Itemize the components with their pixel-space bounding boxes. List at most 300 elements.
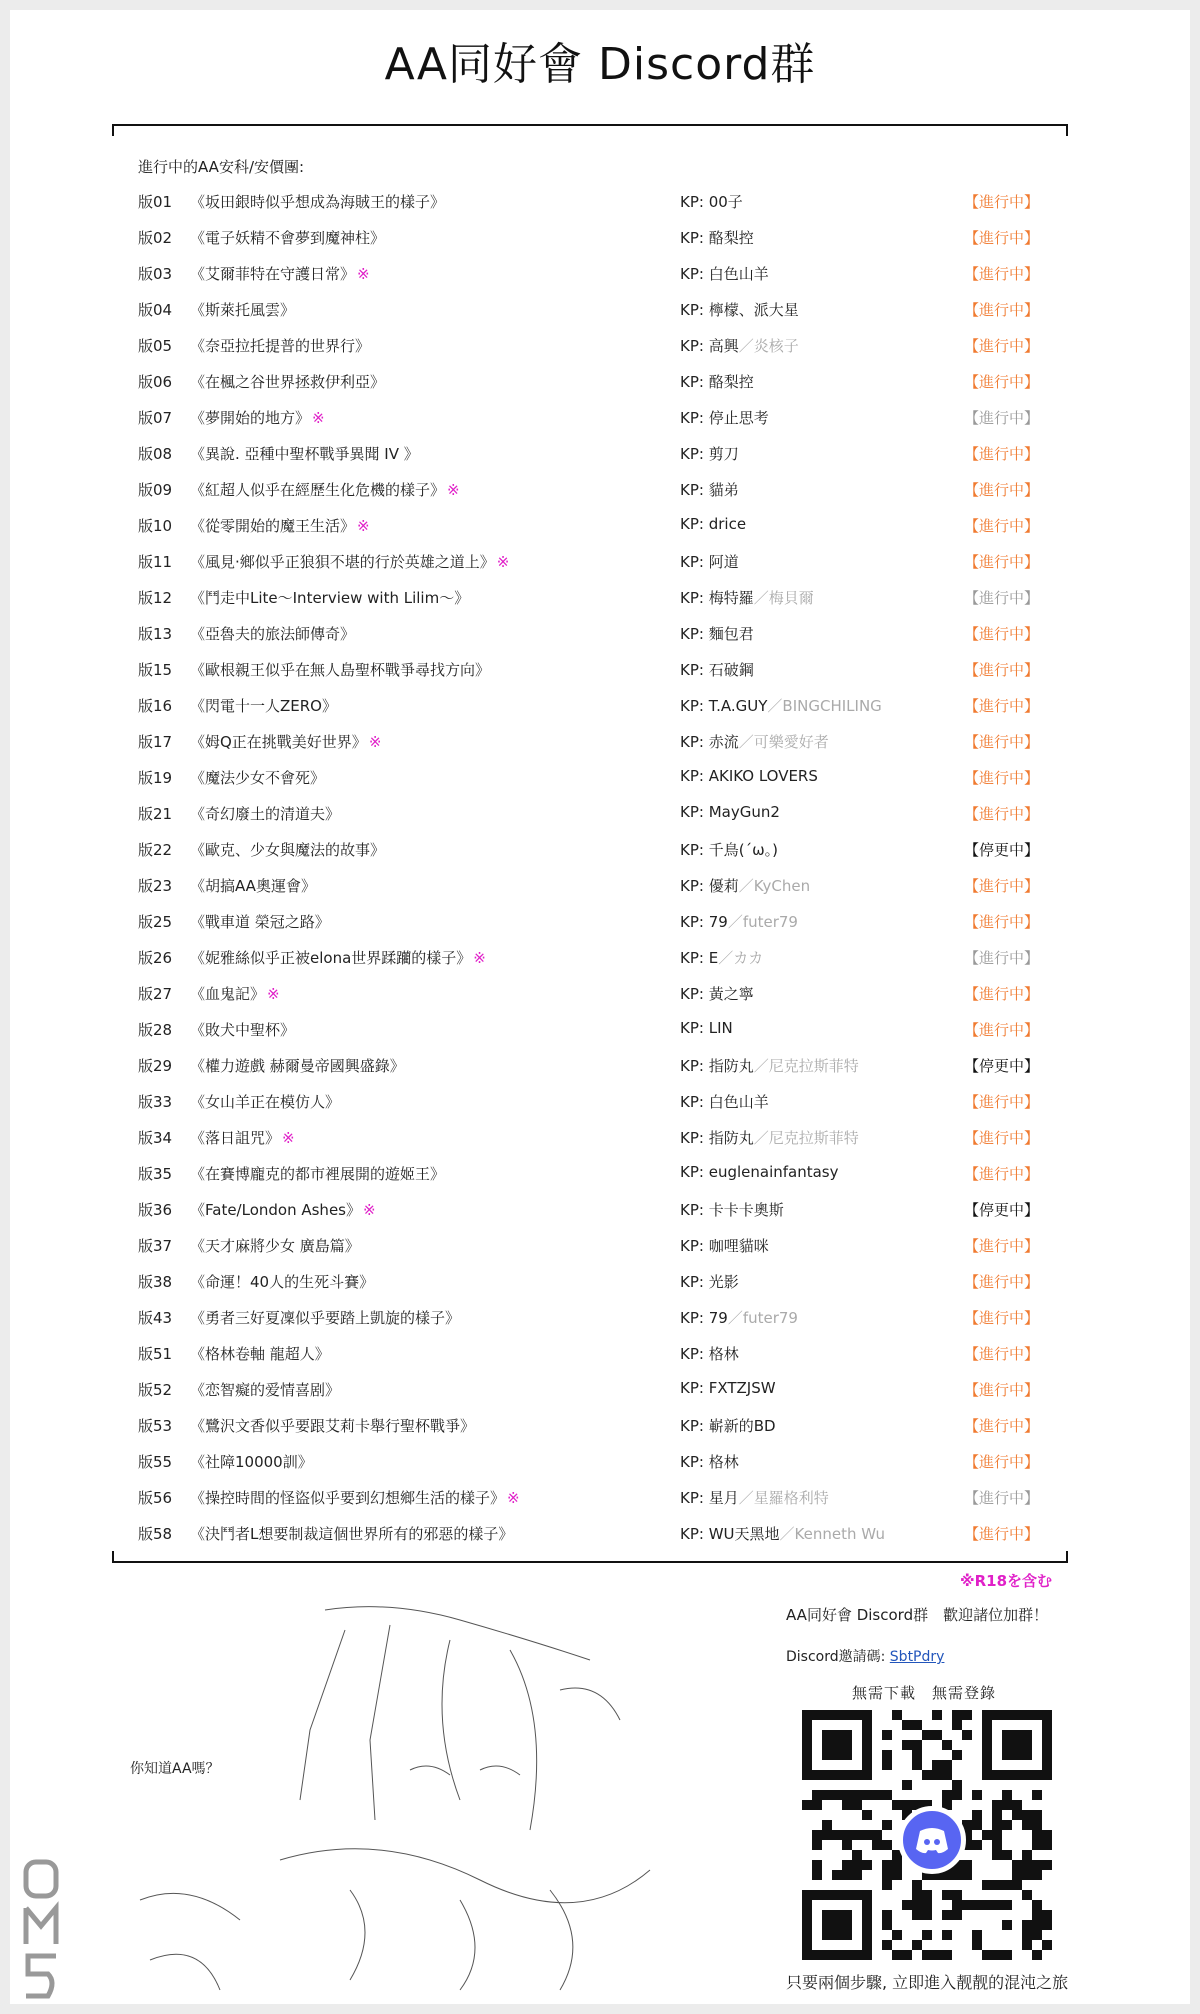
status-badge: 【進行中】 [964,229,1040,247]
project-row [138,578,1058,614]
kp-cell [680,803,780,821]
kp-prefix: KP: [680,1129,704,1147]
project-title[interactable] [190,1415,475,1436]
project-title[interactable] [190,875,316,896]
no-download-note: 無需下載 無需登錄 [852,1684,997,1702]
r18-note: ※R18を含む [960,1572,1053,1590]
project-title[interactable] [190,695,337,716]
footer-text: 只要兩個步驟, 立即進入靓靓的混沌之旅 [786,1973,1069,1992]
project-title[interactable] [190,1055,405,1076]
r18-mark: ※ [357,517,370,535]
kp-cell [680,911,798,932]
kp-prefix: KP: [680,553,704,571]
project-title-text: 《坂田銀時似乎想成為海賊王的樣子》 [190,193,446,211]
kp-name: LIN [708,1019,733,1037]
kp-name: 高興 [708,337,739,355]
kp-separator: ／ [718,949,734,967]
art-stroke [550,1890,573,1990]
kp-prefix: KP: [680,1273,704,1291]
kp-name: 酪梨控 [708,373,754,391]
project-row [138,722,1058,758]
project-row [138,794,1058,830]
r18-mark: ※ [282,1129,295,1147]
project-title[interactable] [190,1487,520,1508]
kp-prefix: KP: [680,1453,704,1471]
status-badge: 【進行中】 [964,517,1040,535]
board-id: 版04 [138,301,173,319]
project-title[interactable] [190,371,385,392]
status-badge: 【進行中】 [964,769,1040,787]
project-title-text: 《社障10000訓》 [190,1453,313,1471]
board-id: 版38 [138,1273,173,1291]
project-title-text: 《操控時間的怪盜似乎要到幻想鄉生活的樣子》 [190,1489,506,1507]
project-row [138,1082,1058,1118]
board-id: 版53 [138,1417,173,1435]
kp-name: 優莉 [708,877,739,895]
kp-name: 麵包君 [708,625,754,643]
project-title[interactable] [190,1127,295,1148]
status-badge: 【進行中】 [964,697,1040,715]
project-title[interactable] [190,587,469,608]
project-row [138,1406,1058,1442]
kp-prefix: KP: [680,1237,704,1255]
board-id: 版03 [138,265,173,283]
project-row [138,434,1058,470]
kp-name: 79 [708,913,728,931]
project-title-text: 《從零開始的魔王生活》 [190,517,356,535]
kp-cell [680,731,829,752]
board-id: 版29 [138,1057,173,1075]
kp-cell [680,479,739,500]
r18-mark: ※ [473,949,486,967]
kp-cell [680,983,754,1004]
kp-alt-name: KyChen [753,877,811,895]
project-title[interactable] [190,191,445,212]
kp-cell [680,551,739,572]
discord-logo-icon [898,1806,966,1874]
art-stroke [460,1900,475,1990]
project-row [138,290,1058,326]
kp-prefix: KP: [680,265,704,283]
kp-cell [680,875,810,896]
project-title-text: 《異說. 亞種中聖杯戰爭異聞 IV 》 [190,445,419,463]
kp-name: 千鳥(´ω。) [708,841,778,859]
kp-cell [680,1343,739,1364]
project-title-text: 《奇幻廢土的清道夫》 [190,805,341,823]
project-title-text: 《艾爾菲特在守護日常》 [190,265,356,283]
project-title-text: 《歐根親王似乎在無人島聖杯戰爭尋找方向》 [190,661,491,679]
art-stroke [442,1640,460,1800]
kp-prefix: KP: [680,337,704,355]
project-title[interactable] [190,839,385,860]
kp-separator: ／ [727,1309,743,1327]
project-title-text: 《胡搞AA奧運會》 [190,877,316,895]
project-row [138,1370,1058,1406]
project-title[interactable] [190,1451,313,1472]
project-title[interactable] [190,1523,513,1544]
board-id: 版01 [138,193,173,211]
kp-name: 白色山羊 [708,265,769,283]
board-id: 版15 [138,661,173,679]
board-id: 版58 [138,1525,173,1543]
kp-cell [680,659,754,680]
status-badge: 【進行中】 [964,1093,1040,1111]
project-title[interactable] [190,803,340,824]
kp-alt-name: カカ [733,949,764,967]
r18-mark: ※ [267,985,280,1003]
kp-alt-name: BINGCHILING [782,697,882,715]
project-row [138,1442,1058,1478]
kp-name: 嶄新的BD [708,1417,776,1435]
kp-prefix: KP: [680,589,704,607]
project-title[interactable] [190,911,330,932]
kp-cell [680,1199,784,1220]
board-id: 版21 [138,805,173,823]
art-stroke [510,1650,537,1830]
status-badge: 【進行中】 [964,949,1040,967]
kp-separator: ／ [753,589,769,607]
kp-cell [680,515,746,533]
status-badge: 【進行中】 [964,805,1040,823]
project-title[interactable] [190,659,490,680]
project-row [138,506,1058,542]
status-badge: 【停更中】 [964,1057,1040,1075]
project-title[interactable] [190,227,385,248]
board-id: 版06 [138,373,173,391]
project-row [138,614,1058,650]
project-row [138,1190,1058,1226]
kp-cell [680,623,754,644]
kp-prefix: KP: [680,1201,704,1219]
status-badge: 【進行中】 [964,1237,1040,1255]
kp-alt-name: futer79 [742,1309,798,1327]
project-title-text: 《姆Q正在挑戰美好世界》 [190,733,367,751]
kp-name: AKIKO LOVERS [708,767,818,785]
project-title[interactable] [190,983,280,1004]
kp-prefix: KP: [680,373,704,391]
board-id: 版52 [138,1381,173,1399]
project-row [138,1334,1058,1370]
project-title[interactable] [190,551,509,572]
project-title-text: 《格林卷軸 龍超人》 [190,1345,330,1363]
board-id: 版37 [138,1237,173,1255]
status-badge: 【進行中】 [964,265,1040,283]
project-row [138,1118,1058,1154]
kp-prefix: KP: [680,985,704,1003]
status-badge: 【進行中】 [964,589,1040,607]
r18-mark: ※ [362,1201,376,1219]
kp-name: MayGun2 [708,803,780,821]
kp-cell [680,1271,739,1292]
kp-name: drice [708,515,747,533]
art-caption: 你知道AA嗎？ [130,1761,220,1777]
project-title-text: 《天才麻將少女 廣島篇》 [190,1237,360,1255]
kp-cell [680,443,739,464]
board-id: 版34 [138,1129,173,1147]
project-row [138,1154,1058,1190]
qr-code-icon[interactable] [802,1710,1052,1960]
invite-code-link[interactable]: SbtPdry [889,1649,945,1665]
kp-prefix: KP: [680,1057,704,1075]
project-title-text: 《權力遊戲 赫爾曼帝國興盛錄》 [190,1057,405,1075]
project-title-text: 《魔法少女不會死》 [190,769,326,787]
project-title[interactable] [190,299,295,320]
kp-prefix: KP: [680,445,704,463]
status-badge: 【進行中】 [964,913,1040,931]
kp-prefix: KP: [680,1309,704,1327]
art-stroke [150,1954,220,1990]
kp-cell [680,1379,776,1397]
project-title-text: 《女山羊正在模仿人》 [190,1093,341,1111]
kp-separator: ／ [767,697,783,715]
project-row [138,254,1058,290]
project-title[interactable] [190,731,381,752]
kp-prefix: KP: [680,1489,704,1507]
project-title-text: 《落日詛咒》 [190,1129,281,1147]
status-badge: 【進行中】 [964,1273,1040,1291]
kp-cell [680,947,763,968]
project-title-text: 《Fate/London Ashes》 [190,1201,361,1219]
invite-title: AA同好會 Discord群 歡迎諸位加群！ [786,1606,1049,1624]
project-title-text: 《亞魯夫的旅法師傳奇》 [190,625,356,643]
kp-cell [680,299,799,320]
kp-name: euglenainfantasy [708,1163,839,1181]
project-title-text: 《妮雅絲似乎正被elona世界蹂躪的樣子》 [190,949,472,967]
art-stroke [410,1766,450,1775]
project-title-text: 《鬥走中Lite～Interview with Lilim～》 [190,589,470,607]
art-stroke [370,1625,390,1820]
project-title[interactable] [190,767,325,788]
project-title-text: 《鷺沢文香似乎要跟艾莉卡舉行聖杯戰爭》 [190,1417,476,1435]
status-badge: 【進行中】 [964,661,1040,679]
board-id: 版27 [138,985,173,1003]
project-title-text: 《閃電十一人ZERO》 [190,697,337,715]
project-row [138,1226,1058,1262]
project-row [138,650,1058,686]
kp-prefix: KP: [680,949,704,967]
kp-name: 黃之寧 [708,985,754,1003]
kp-prefix: KP: [680,913,704,931]
project-title[interactable] [190,515,370,536]
kp-separator: ／ [738,733,754,751]
art-stroke [280,1849,650,1903]
dm5-watermark-icon [18,1856,64,2006]
project-title[interactable] [190,263,370,284]
kp-prefix: KP: [680,803,704,821]
project-title[interactable] [190,407,325,428]
project-title-text: 《血鬼記》 [190,985,266,1003]
project-title-text: 《在楓之谷世界拯救伊利亞》 [190,373,386,391]
status-badge: 【進行中】 [964,1021,1040,1039]
art-stroke [140,1893,240,1920]
project-title-text: 《命運！40人的生死斗賽》 [190,1273,375,1291]
project-title[interactable] [190,1091,340,1112]
project-title-text: 《勇者三好夏凜似乎要踏上凱旋的樣子》 [190,1309,461,1327]
board-id: 版07 [138,409,173,427]
project-title-text: 《斯萊托風雲》 [190,301,296,319]
project-title[interactable] [190,1019,295,1040]
kp-name: 咖哩貓咪 [708,1237,769,1255]
box-corner [1066,1551,1068,1561]
board-id: 版56 [138,1489,173,1507]
project-title[interactable] [190,1379,340,1400]
kp-prefix: KP: [680,515,704,533]
kp-prefix: KP: [680,409,704,427]
board-id: 版16 [138,697,173,715]
list-heading: 進行中的AA安科/安價團: [138,158,305,176]
kp-prefix: KP: [680,1019,704,1037]
status-badge: 【進行中】 [964,1453,1040,1471]
board-id: 版36 [138,1201,173,1219]
project-title[interactable] [190,947,486,968]
project-row [138,362,1058,398]
kp-cell [680,227,754,248]
status-badge: 【進行中】 [964,373,1040,391]
kp-cell [680,1235,769,1256]
status-badge: 【進行中】 [964,1165,1040,1183]
kp-name: 格林 [708,1453,739,1471]
status-badge: 【進行中】 [964,1525,1040,1543]
project-row [138,326,1058,362]
kp-name: T.A.GUY [708,697,768,715]
board-id: 版26 [138,949,173,967]
project-row [138,398,1058,434]
project-title-text: 《奈亞拉托提普的世界行》 [190,337,371,355]
project-title[interactable] [190,479,460,500]
kp-name: 貓弟 [708,481,739,499]
project-title-text: 《電子妖精不會夢到魔神柱》 [190,229,386,247]
kp-cell [680,407,769,428]
board-id: 版17 [138,733,173,751]
status-badge: 【進行中】 [964,337,1040,355]
board-id: 版12 [138,589,173,607]
board-id: 版25 [138,913,173,931]
status-badge: 【進行中】 [964,553,1040,571]
kp-prefix: KP: [680,625,704,643]
project-title-text: 《恋智癡的爱情喜剧》 [190,1381,341,1399]
project-row [138,182,1058,218]
kp-cell [680,263,769,284]
kp-name: 石破鋼 [708,661,754,679]
board-id: 版23 [138,877,173,895]
kp-separator: ／ [738,337,754,355]
project-title-text: 《戰車道 榮冠之路》 [190,913,330,931]
project-row [138,758,1058,794]
project-row [138,542,1058,578]
box-corner [112,1551,114,1561]
kp-prefix: KP: [680,1093,704,1111]
project-list-box [112,124,1068,1563]
kp-cell [680,1163,839,1181]
kp-alt-name: 梅貝爾 [768,589,814,607]
kp-name: 卡卡卡奧斯 [708,1201,784,1219]
project-row [138,1262,1058,1298]
kp-name: 星月 [708,1489,739,1507]
project-title[interactable] [190,443,419,464]
status-badge: 【進行中】 [964,1381,1040,1399]
status-badge: 【進行中】 [964,1129,1040,1147]
r18-mark: ※ [496,553,510,571]
project-row [138,1046,1058,1082]
board-id: 版08 [138,445,173,463]
kp-name: 酪梨控 [708,229,754,247]
invite-code-label: Discord邀請碼: [786,1649,890,1665]
kp-name: E [708,949,719,967]
kp-cell [680,1091,769,1112]
project-rows [138,182,1058,1550]
project-title[interactable] [190,1199,376,1220]
kp-separator: ／ [738,1489,754,1507]
project-title[interactable] [190,335,370,356]
project-title-text: 《風見‧鄉似乎正狼狽不堪的行於英雄之道上》 [190,553,495,571]
kp-cell [680,335,799,356]
project-title[interactable] [190,623,355,644]
kp-name: WU天黑地 [708,1525,780,1543]
kp-cell [680,1019,733,1037]
art-stroke [560,1688,620,1720]
board-id: 版19 [138,769,173,787]
project-title[interactable] [190,1235,360,1256]
status-badge: 【進行中】 [964,877,1040,895]
kp-cell [680,371,754,392]
kp-separator: ／ [738,877,754,895]
kp-separator: ／ [753,1057,769,1075]
kp-cell [680,1523,885,1544]
kp-prefix: KP: [680,1379,704,1397]
status-badge: 【進行中】 [964,1489,1040,1507]
project-title[interactable] [190,1271,374,1292]
kp-prefix: KP: [680,1345,704,1363]
kp-name: 剪刀 [708,445,739,463]
r18-mark: ※ [368,733,382,751]
kp-cell [680,839,778,860]
kp-name: 格林 [708,1345,739,1363]
kp-name: 00子 [708,193,743,211]
status-badge: 【進行中】 [964,1309,1040,1327]
project-row [138,470,1058,506]
kp-alt-name: 可樂愛好者 [753,733,829,751]
board-id: 版22 [138,841,173,859]
kp-alt-name: 尼克拉斯菲特 [768,1129,859,1147]
project-title[interactable] [190,1343,330,1364]
art-stroke [300,1630,345,1800]
page-sheet [10,10,1190,2004]
kp-prefix: KP: [680,481,704,499]
board-id: 版10 [138,517,173,535]
kp-name: 指防丸 [708,1057,754,1075]
kp-separator: ／ [753,1129,769,1147]
kp-name: 停止思考 [708,409,769,427]
kp-cell [680,587,814,608]
kp-name: 光影 [708,1273,739,1291]
kp-name: 阿道 [708,553,739,571]
kp-prefix: KP: [680,733,704,751]
project-row [138,830,1058,866]
project-title[interactable] [190,1307,460,1328]
status-badge: 【進行中】 [964,985,1040,1003]
board-id: 版55 [138,1453,173,1471]
kp-cell [680,1451,739,1472]
project-title-text: 《決鬥者L想要制裁這個世界所有的邪惡的樣子》 [190,1525,514,1543]
project-row [138,938,1058,974]
kp-prefix: KP: [680,767,704,785]
project-title-text: 《敗犬中聖杯》 [190,1021,296,1039]
project-title[interactable] [190,1163,445,1184]
status-badge: 【停更中】 [964,1201,1040,1219]
kp-prefix: KP: [680,697,704,715]
kp-alt-name: futer79 [742,913,798,931]
status-badge: 【進行中】 [964,409,1040,427]
